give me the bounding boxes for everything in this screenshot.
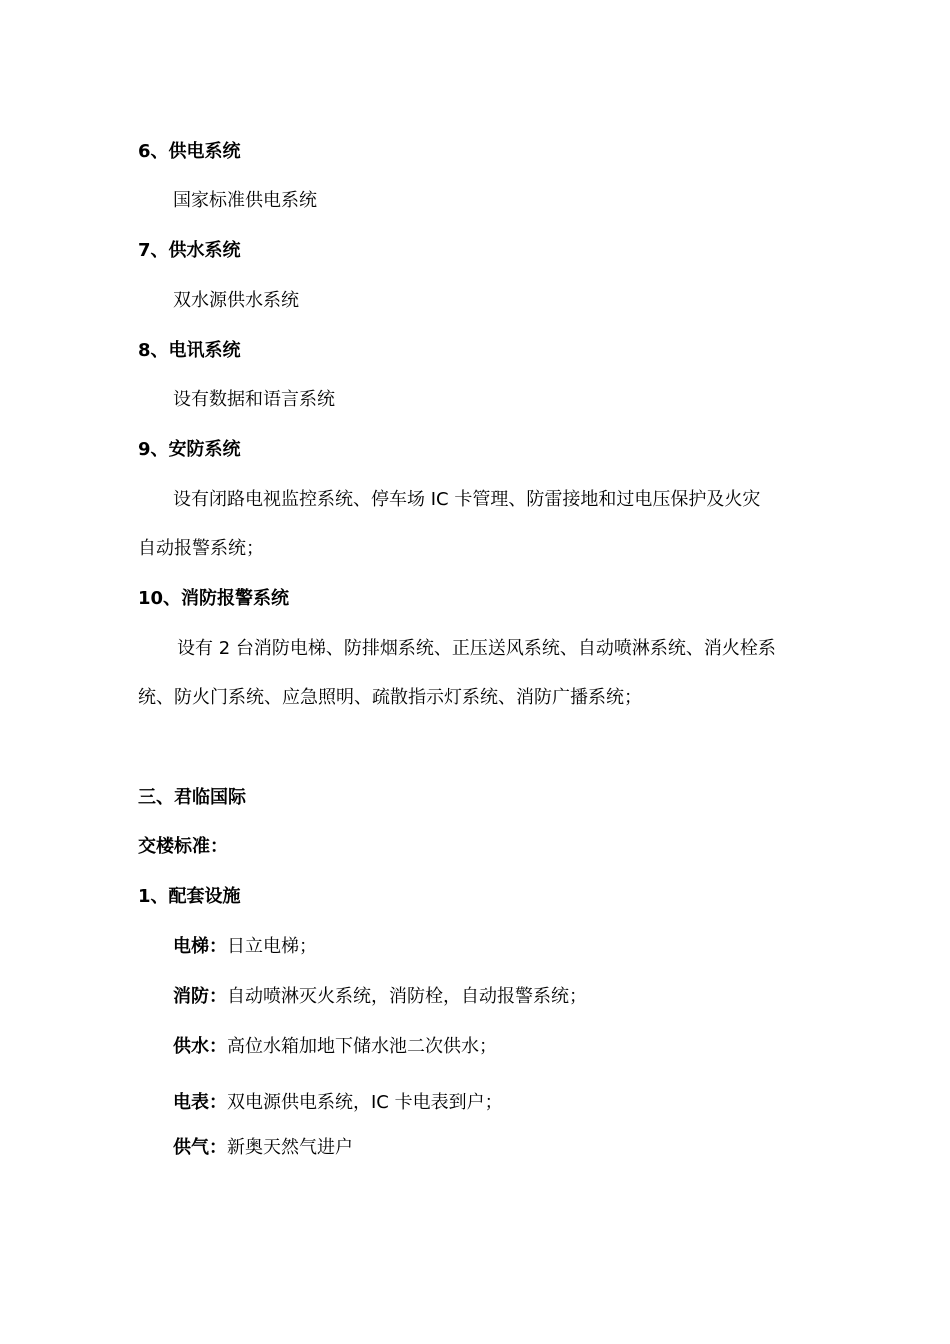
heading-water-system: 7、供水系统 [138,240,241,261]
facility-item-water [173,1035,497,1059]
facility-value: 日立电梯； [227,936,317,957]
facility-item-elevator [173,935,317,959]
heading-security-system: 9、安防系统 [138,439,241,460]
heading-telecom-system: 8、电讯系统 [138,340,241,361]
facility-value: 新奥天然气进户 [227,1137,353,1158]
text-telecom-system: 设有数据和语言系统 [173,389,335,410]
facility-label: 电梯： [173,936,227,957]
facilities-heading: 1、配套设施 [138,886,241,907]
delivery-standard-heading: 交楼标准： [138,836,228,857]
facility-value: 双电源供电系统，IC 卡电表到户； [227,1092,503,1113]
facility-item-meter [173,1091,503,1115]
heading-power-system: 6、供电系统 [138,141,241,162]
heading-fire-alarm-system: 10、消防报警系统 [138,588,290,609]
facility-label: 消防： [173,986,227,1007]
facility-item-fire [173,985,587,1009]
text-power-system: 国家标准供电系统 [173,190,317,211]
facility-value: 自动喷淋灭火系统，消防栓，自动报警系统； [227,986,587,1007]
part-title: 三、君临国际 [138,787,246,808]
text-water-system: 双水源供水系统 [173,290,299,311]
facility-label: 电表： [173,1092,227,1113]
text-security-system-line2: 自动报警系统； [138,538,264,559]
facility-label: 供水： [173,1036,227,1057]
text-security-system-line1: 设有闭路电视监控系统、停车场 IC 卡管理、防雷接地和过电压保护及火灾 [173,489,761,510]
facility-item-gas [173,1136,353,1160]
facility-value: 高位水箱加地下储水池二次供水； [227,1036,497,1057]
text-fire-alarm-system-line1: 设有 2 台消防电梯、防排烟系统、正压送风系统、自动喷淋系统、消火栓系 [177,638,776,659]
facility-label: 供气： [173,1137,227,1158]
text-fire-alarm-system-line2: 统、防火门系统、应急照明、疏散指示灯系统、消防广播系统； [138,687,642,708]
